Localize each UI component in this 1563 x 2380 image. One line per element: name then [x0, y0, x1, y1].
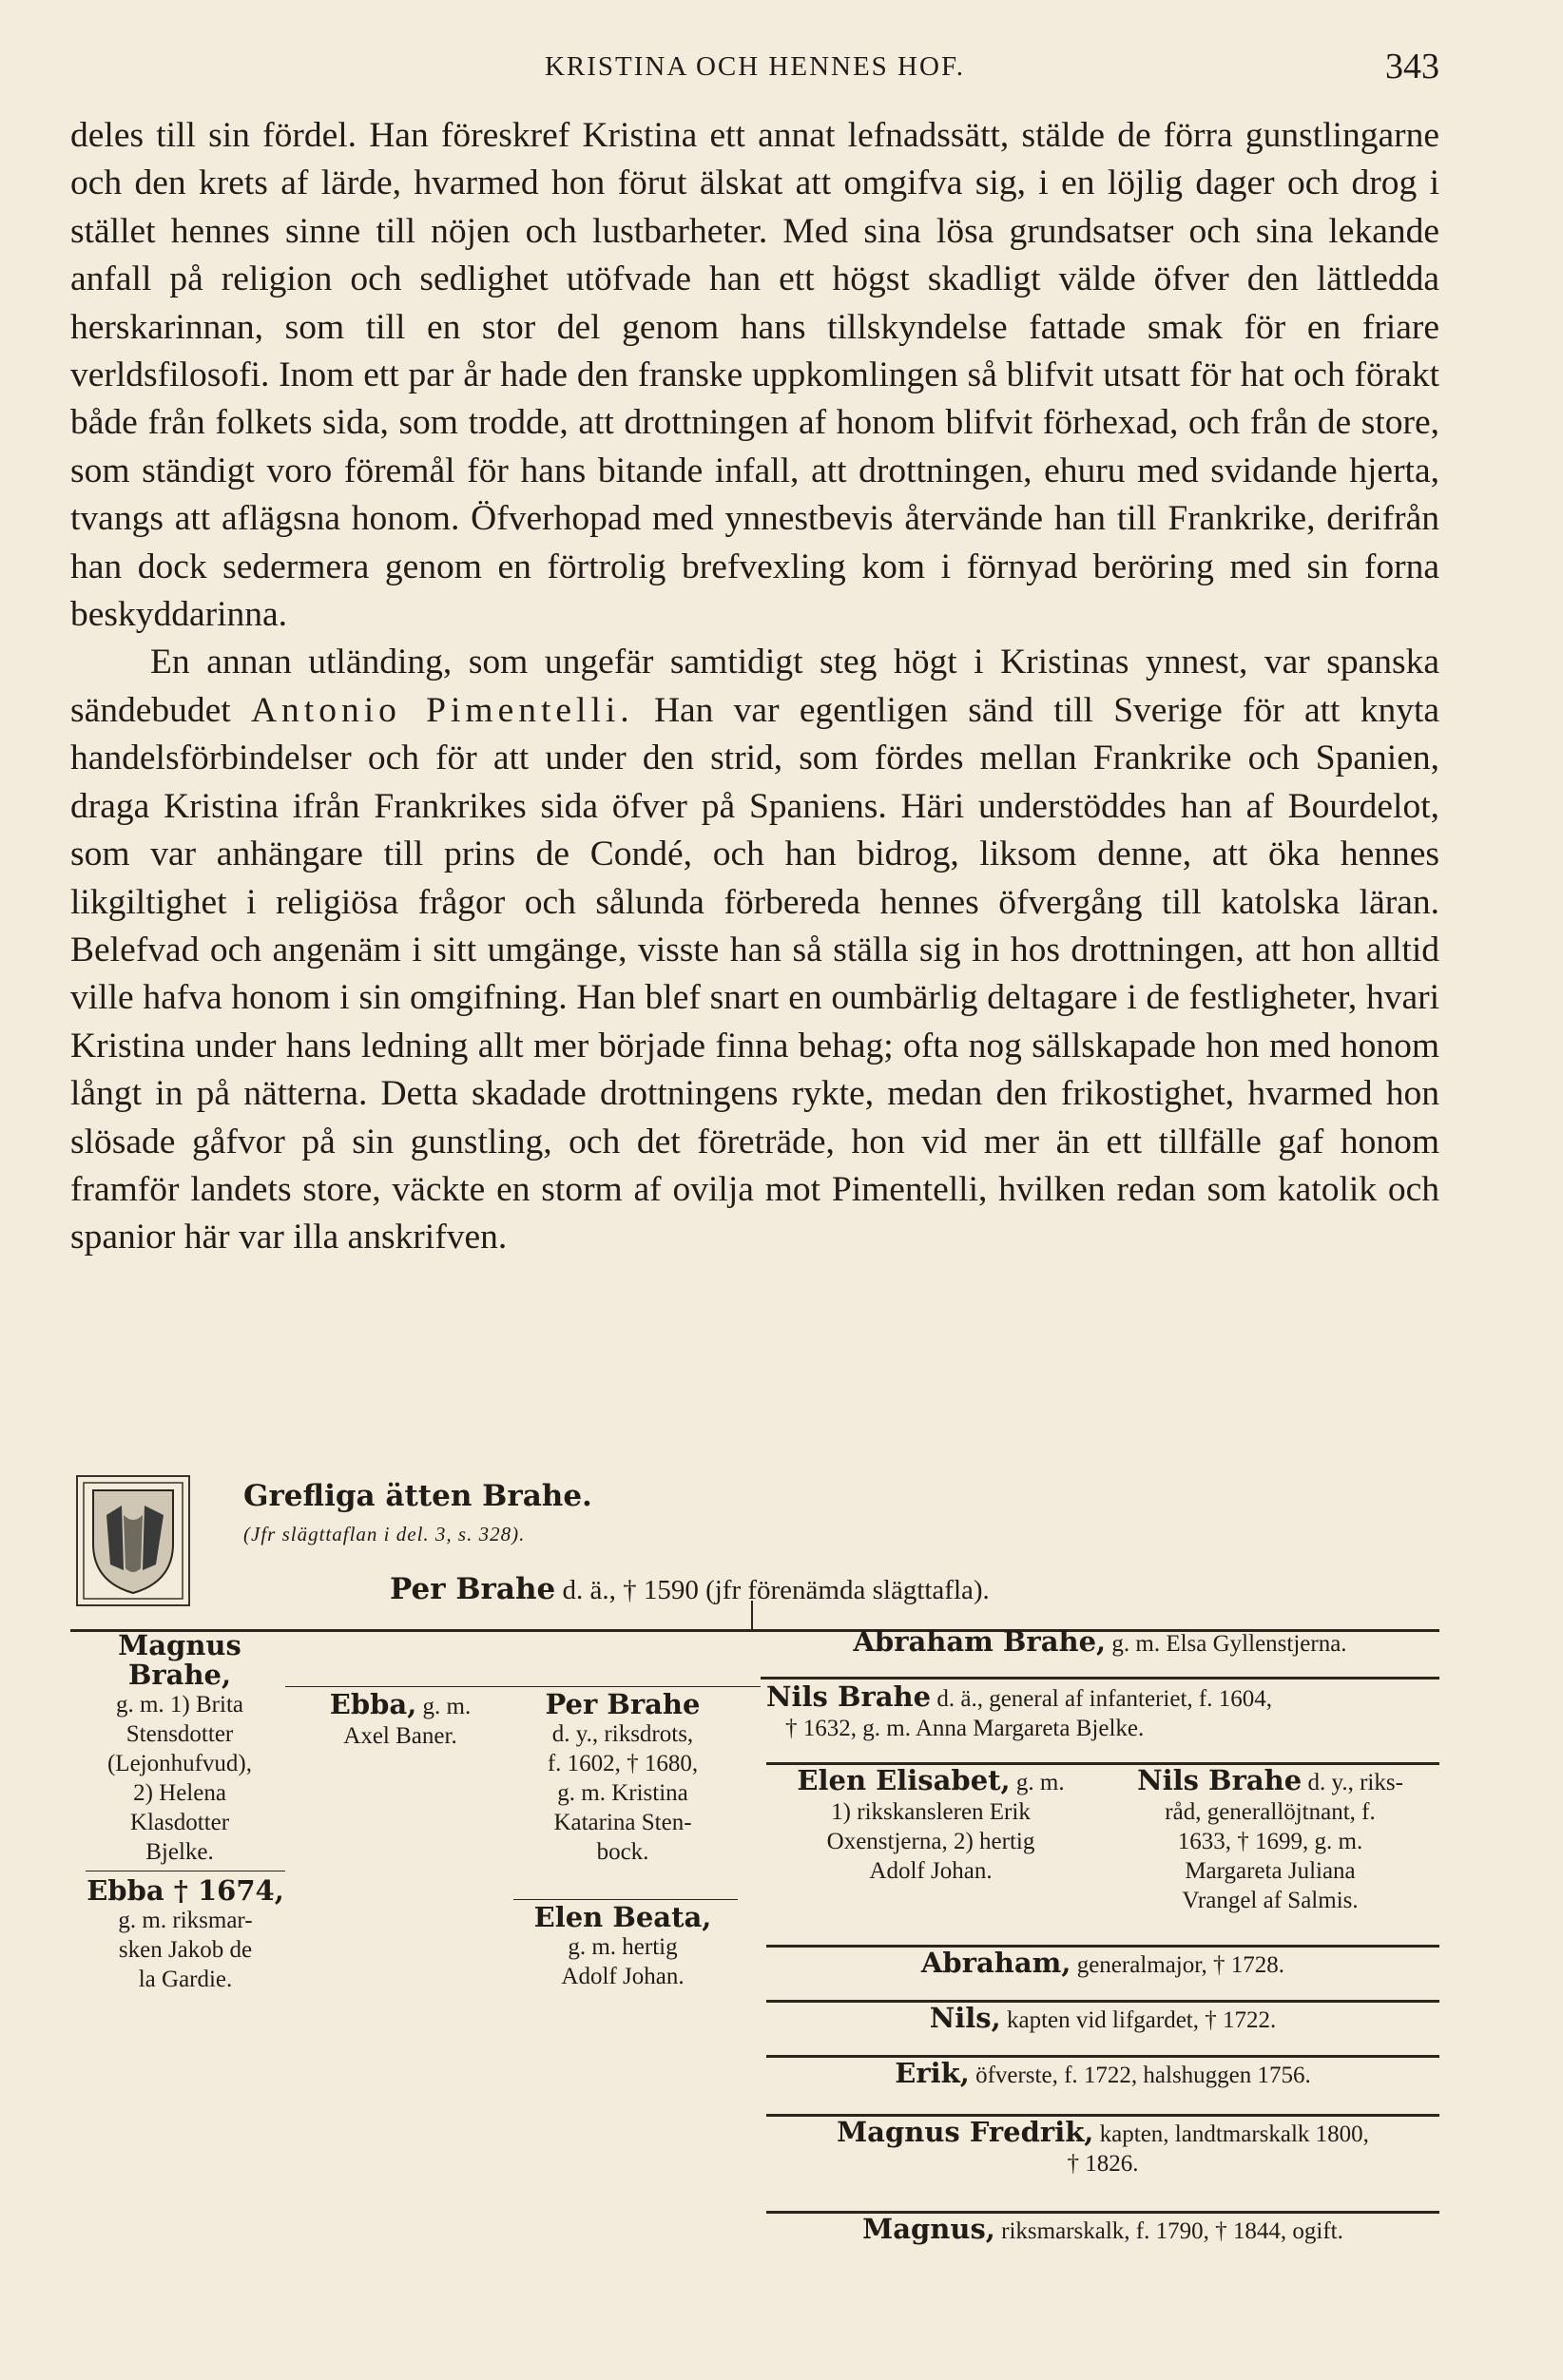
magnus-line: 2) Helena: [133, 1780, 226, 1806]
nils-dy-line: råd, generallöjtnant, f.: [1165, 1799, 1376, 1825]
child-rule: [513, 1899, 738, 1900]
person-nils-brahe-dy: [1099, 1766, 1441, 1915]
erik-details: öfverste, f. 1722, halshuggen 1756.: [975, 2063, 1311, 2088]
per-dy-line: f. 1602, † 1680,: [547, 1751, 699, 1776]
ebba-line: Axel Baner.: [343, 1723, 457, 1749]
person-abraham-brahe: [761, 1627, 1439, 1659]
elen-elisabet-line: Oxenstjerna, 2) hertig: [826, 1829, 1035, 1854]
paragraph-2: [70, 639, 1439, 1261]
nils-dy-suffix: d. y., riks-: [1307, 1770, 1403, 1795]
elen-elisabet-line: Adolf Johan.: [869, 1858, 993, 1884]
generation-rule: [761, 1677, 1439, 1679]
nils-da-name: Nils Brahe: [766, 1680, 932, 1713]
erik-name: Erik,: [895, 2057, 970, 2089]
root-person: [390, 1572, 990, 1606]
genealogy-heading: [243, 1479, 592, 1546]
magnus-line: (Lejonhufvud),: [106, 1751, 253, 1776]
per-dy-name: Per Brahe: [545, 1688, 701, 1720]
nils-dy-line: Margareta Juliana: [1185, 1858, 1356, 1884]
magnus-fredrik-details: kapten, landtmarskalk 1800,: [1099, 2121, 1369, 2147]
person-nils: [766, 2004, 1439, 2035]
elen-elisabet-suffix: g. m.: [1015, 1770, 1065, 1795]
person-elen-elisabet: [766, 1766, 1095, 1886]
person-ebba-t: [67, 1876, 304, 1994]
magnus-last-name: Magnus,: [862, 2213, 995, 2245]
magnus-fredrik-line2: † 1826.: [1067, 2151, 1139, 2177]
person-per-brahe-dy: [504, 1690, 742, 1867]
generation-rule: [766, 1945, 1439, 1948]
per-dy-line: g. m. Kristina: [557, 1780, 688, 1806]
magnus-name: Magnus Brahe,: [118, 1629, 241, 1691]
nils-k-details: kapten vid lifgardet, † 1722.: [1006, 2007, 1277, 2033]
person-magnus: [766, 2215, 1439, 2246]
per-dy-line: bock.: [596, 1839, 649, 1865]
nils-dy-line: 1633, † 1699, g. m.: [1177, 1829, 1363, 1854]
person-magnus-fredrik: [766, 2118, 1439, 2178]
magnus-line: Klasdotter: [129, 1810, 230, 1835]
crest-icon: [78, 1477, 188, 1604]
paragraph-1: deles till sin fördel. Han föreskref Kristina ett annat lefnadssätt, stälde de förra gunstlingarne och den krets af lärde, hvarmed hon förut älskat att omgifva sig, i en löjlig dager och drog i stället hennes sinne till nöjen och lustbarheter. Med sina lösa grundsatser och sina lekande anfall på religion och sedlighet utöfvade han ett högst skadligt välde öfver den lättledda herskarinnan, som till en stor del genom hans tillskyndelse fattade smak för en friare verldsfilosofi. Inom ett par år hade den franske uppkomlingen så blifvit utsatt för hat och förakt både från folkets sida, som trodde, att drottningen af honom blifvit förhexad, och från de store, som ständigt voro föremål för hans bitande infall, att drottningen, ehuru med svidande hjerta, tvangs att aflägsna honom. Öfverhopad med ynnestbevis återvände han till Frankrike, derifrån han dock sedermera genom en förtrolig brefvexling kom i förnyad beröring med sin forna beskyddarinna.: [70, 116, 1439, 635]
running-title: KRISTINA OCH HENNES HOF.: [544, 51, 966, 82]
nils-da-line2: † 1632, g. m. Anna Margareta Bjelke.: [785, 1716, 1145, 1741]
magnus-line: Bjelke.: [145, 1839, 214, 1865]
ebba-suffix: g. m.: [422, 1694, 472, 1719]
root-name: Per Brahe: [390, 1572, 556, 1606]
ebba-name: Ebba,: [329, 1688, 417, 1720]
genealogy-subtitle: (Jfr slägttaflan i del. 3, s. 328).: [243, 1523, 526, 1545]
abraham2-details: generalmajor, † 1728.: [1076, 1952, 1285, 1978]
magnus-line: Stensdotter: [125, 1721, 234, 1747]
coat-of-arms: [76, 1475, 190, 1606]
elen-beata-name: Elen Beata,: [533, 1901, 712, 1933]
nils-k-name: Nils,: [929, 2002, 1001, 2034]
paragraph-2-before: En annan utländing, som ungefär samtidigt steg högt i Kristinas ynnest, var spanska sändebudet: [70, 643, 1439, 730]
connector: [751, 1601, 753, 1629]
ebba-t-line: la Gardie.: [138, 1967, 233, 1992]
person-elen-beata: [504, 1903, 742, 1991]
ebba-t-name: Ebba † 1674,: [87, 1874, 284, 1907]
person-ebba: [310, 1690, 491, 1751]
nils-dy-line: Vrangel af Salmis.: [1182, 1888, 1359, 1913]
page-header: [70, 49, 1439, 87]
generation-rule: [766, 2000, 1439, 2003]
sibling-rule: [285, 1686, 761, 1687]
ebba-t-line: g. m. riksmar-: [118, 1908, 253, 1933]
elen-elisabet-name: Elen Elisabet,: [797, 1764, 1011, 1796]
abraham2-name: Abraham,: [920, 1947, 1071, 1979]
elen-beata-line: Adolf Johan.: [561, 1964, 685, 1989]
abraham-details: g. m. Elsa Gyllenstjerna.: [1111, 1631, 1347, 1657]
magnus-fredrik-name: Magnus Fredrik,: [837, 2116, 1094, 2148]
magnus-last-details: riksmarskalk, f. 1790, † 1844, ogift.: [1001, 2218, 1343, 2244]
magnus-line: g. m. 1) Brita: [115, 1692, 243, 1718]
person-magnus-brahe: [70, 1631, 289, 1867]
body-text: [70, 112, 1439, 1262]
ebba-t-line: sken Jakob de: [118, 1937, 253, 1963]
root-details: d. ä., † 1590 (jfr förenämda slägttafla).: [562, 1575, 990, 1605]
person-abraham: [766, 1948, 1439, 1980]
name-pimentelli: Antonio Pimentelli.: [250, 690, 634, 730]
person-erik: [766, 2059, 1439, 2090]
paragraph-2-after: Han var egentligen sänd till Sverige för att knyta handelsförbindelser och för att under den strid, som fördes mellan Frankrike och Spanien, draga Kristina ifrån Frankrikes sida öfver på Spaniens. Häri understöddes han af Bourdelot, som var anhängare till prins de Condé, och han bidrog, liksom denne, att öka hennes likgiltighet i religiösa frågor och sålunda förbereda hennes öfvergång till katolska läran. Belefvad och angenäm i sitt umgänge, visste han så ställa sig in hos drottningen, att hon alltid ville hafva honom i sin omgifning. Han blef snart en oumbärlig deltagare i de festligheter, hvari Kristina under hans ledning allt mer började finna behag; ofta nog sällskapade hon med honom långt in på nätterna. Detta skadade drottningens rykte, medan den frikostighet, hvarmed hon slösade gåfvor på sin gunstling, och det företräde, hon vid mer än ett tillfälle gaf honom framför landets store, väckte en storm af ovilja mot Pimentelli, hvilken redan som katolik och spanior här var illa anskrifven.: [70, 690, 1440, 1257]
nils-dy-name: Nils Brahe: [1137, 1764, 1302, 1796]
nils-da-details: d. ä., general af infanteriet, f. 1604,: [936, 1686, 1272, 1712]
genealogy-title: Grefliga ätten Brahe.: [243, 1479, 592, 1513]
person-nils-brahe-da: [766, 1682, 1439, 1743]
per-dy-line: d. y., riksdrots,: [551, 1721, 694, 1747]
page-number: 343: [1385, 47, 1439, 86]
elen-beata-line: g. m. hertig: [568, 1934, 678, 1960]
abraham-name: Abraham Brahe,: [853, 1625, 1107, 1658]
per-dy-line: Katarina Sten-: [553, 1810, 692, 1835]
generation-rule: [766, 2055, 1439, 2058]
elen-elisabet-line: 1) rikskansleren Erik: [831, 1799, 1031, 1825]
